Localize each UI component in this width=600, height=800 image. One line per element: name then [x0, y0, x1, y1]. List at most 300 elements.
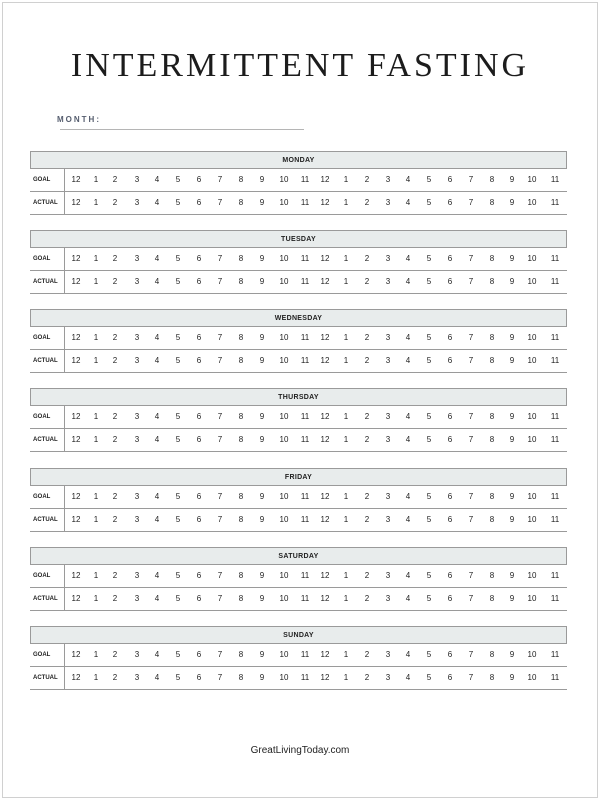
hour-cell[interactable]: 2 — [364, 571, 370, 580]
hour-cell[interactable]: 8 — [489, 435, 495, 444]
hour-cell[interactable]: 4 — [405, 435, 411, 444]
hour-cell[interactable]: 10 — [527, 492, 537, 501]
hour-cell[interactable]: 11 — [300, 650, 310, 659]
hour-cell[interactable]: 8 — [238, 356, 244, 365]
hour-cell[interactable]: 7 — [217, 412, 223, 421]
hour-cell[interactable]: 12 — [320, 175, 330, 184]
hour-cell[interactable]: 12 — [71, 333, 81, 342]
hour-cell[interactable]: 11 — [550, 333, 560, 342]
hour-cell[interactable]: 12 — [320, 254, 330, 263]
hour-cell[interactable]: 12 — [320, 333, 330, 342]
hour-cell[interactable]: 3 — [134, 198, 140, 207]
hour-cell[interactable]: 12 — [71, 412, 81, 421]
hour-cell[interactable]: 9 — [509, 594, 515, 603]
hour-cell[interactable]: 2 — [364, 277, 370, 286]
hour-cell[interactable]: 9 — [259, 673, 265, 682]
hour-cell[interactable]: 5 — [175, 673, 181, 682]
hour-cell[interactable]: 6 — [196, 571, 202, 580]
hour-cell[interactable]: 7 — [468, 435, 474, 444]
hour-cell[interactable]: 2 — [364, 435, 370, 444]
hour-cell[interactable]: 2 — [364, 333, 370, 342]
hour-cell[interactable]: 6 — [447, 673, 453, 682]
hour-cell[interactable]: 9 — [259, 492, 265, 501]
hour-cell[interactable]: 11 — [550, 650, 560, 659]
hour-cell[interactable]: 6 — [196, 277, 202, 286]
hour-cell[interactable]: 5 — [426, 175, 432, 184]
hour-cell[interactable]: 2 — [112, 594, 118, 603]
hour-cell[interactable]: 3 — [134, 412, 140, 421]
hour-cell[interactable]: 7 — [217, 435, 223, 444]
hour-cell[interactable]: 7 — [468, 175, 474, 184]
hour-cell[interactable]: 11 — [300, 492, 310, 501]
hour-cell[interactable]: 11 — [300, 198, 310, 207]
hour-cell[interactable]: 5 — [426, 333, 432, 342]
hour-cell[interactable]: 3 — [134, 492, 140, 501]
hour-cell[interactable]: 6 — [196, 175, 202, 184]
hour-cell[interactable]: 5 — [175, 435, 181, 444]
hour-cell[interactable]: 5 — [175, 492, 181, 501]
hour-cell[interactable]: 3 — [385, 673, 391, 682]
hour-cell[interactable]: 3 — [385, 333, 391, 342]
hour-cell[interactable]: 12 — [320, 198, 330, 207]
hour-cell[interactable]: 8 — [489, 650, 495, 659]
hour-cell[interactable]: 3 — [385, 198, 391, 207]
hour-cell[interactable]: 5 — [426, 254, 432, 263]
hour-cell[interactable]: 8 — [238, 435, 244, 444]
hour-cell[interactable]: 7 — [468, 492, 474, 501]
hour-cell[interactable]: 5 — [175, 175, 181, 184]
hour-cell[interactable]: 10 — [279, 515, 289, 524]
hour-cell[interactable]: 9 — [509, 673, 515, 682]
hour-cell[interactable]: 6 — [447, 356, 453, 365]
hour-cell[interactable]: 1 — [93, 594, 99, 603]
hour-cell[interactable]: 5 — [175, 412, 181, 421]
hour-cell[interactable]: 4 — [154, 277, 160, 286]
hour-cell[interactable]: 9 — [259, 650, 265, 659]
hour-cell[interactable]: 2 — [364, 673, 370, 682]
hour-cell[interactable]: 11 — [300, 333, 310, 342]
hour-cell[interactable]: 10 — [527, 673, 537, 682]
hour-cell[interactable]: 3 — [385, 412, 391, 421]
hour-cell[interactable]: 10 — [527, 198, 537, 207]
hour-cell[interactable]: 4 — [405, 571, 411, 580]
hour-cell[interactable]: 6 — [196, 435, 202, 444]
hour-cell[interactable]: 9 — [509, 175, 515, 184]
hour-cell[interactable]: 10 — [527, 515, 537, 524]
hour-cell[interactable]: 3 — [134, 435, 140, 444]
hour-cell[interactable]: 3 — [385, 277, 391, 286]
hour-cell[interactable]: 6 — [447, 333, 453, 342]
hour-cell[interactable]: 11 — [300, 673, 310, 682]
hour-cell[interactable]: 5 — [426, 412, 432, 421]
hour-cell[interactable]: 5 — [175, 650, 181, 659]
hour-cell[interactable]: 7 — [468, 412, 474, 421]
hour-cell[interactable]: 8 — [238, 333, 244, 342]
hour-cell[interactable]: 2 — [112, 492, 118, 501]
hour-cell[interactable]: 10 — [527, 412, 537, 421]
hour-cell[interactable]: 8 — [489, 254, 495, 263]
hour-cell[interactable]: 7 — [217, 198, 223, 207]
hour-cell[interactable]: 9 — [509, 277, 515, 286]
hour-cell[interactable]: 8 — [489, 492, 495, 501]
hour-cell[interactable]: 10 — [527, 175, 537, 184]
hour-cell[interactable]: 11 — [550, 277, 560, 286]
hour-cell[interactable]: 10 — [279, 175, 289, 184]
hour-cell[interactable]: 11 — [300, 277, 310, 286]
hour-cell[interactable]: 8 — [238, 492, 244, 501]
hour-cell[interactable]: 9 — [259, 412, 265, 421]
hour-cell[interactable]: 11 — [550, 673, 560, 682]
hour-cell[interactable]: 7 — [468, 515, 474, 524]
hour-cell[interactable]: 7 — [468, 673, 474, 682]
hour-cell[interactable]: 10 — [527, 277, 537, 286]
hour-cell[interactable]: 12 — [71, 492, 81, 501]
hour-cell[interactable]: 5 — [426, 435, 432, 444]
hour-cell[interactable]: 9 — [509, 333, 515, 342]
hour-cell[interactable]: 12 — [71, 175, 81, 184]
hour-cell[interactable]: 1 — [343, 594, 349, 603]
hour-cell[interactable]: 8 — [489, 571, 495, 580]
hour-cell[interactable]: 4 — [405, 254, 411, 263]
hour-cell[interactable]: 6 — [196, 356, 202, 365]
hour-cell[interactable]: 6 — [196, 594, 202, 603]
hour-cell[interactable]: 7 — [217, 333, 223, 342]
hour-cell[interactable]: 2 — [112, 254, 118, 263]
hour-cell[interactable]: 10 — [279, 650, 289, 659]
hour-cell[interactable]: 4 — [405, 175, 411, 184]
hour-cell[interactable]: 4 — [405, 515, 411, 524]
hour-cell[interactable]: 6 — [196, 198, 202, 207]
hour-cell[interactable]: 3 — [385, 594, 391, 603]
hour-cell[interactable]: 10 — [279, 412, 289, 421]
hour-cell[interactable]: 6 — [447, 435, 453, 444]
hour-cell[interactable]: 11 — [300, 594, 310, 603]
hour-cell[interactable]: 9 — [509, 650, 515, 659]
hour-cell[interactable]: 8 — [238, 277, 244, 286]
hour-cell[interactable]: 3 — [134, 175, 140, 184]
hour-cell[interactable]: 3 — [385, 571, 391, 580]
hour-cell[interactable]: 6 — [447, 571, 453, 580]
hour-cell[interactable]: 10 — [527, 650, 537, 659]
hour-cell[interactable]: 4 — [154, 594, 160, 603]
hour-cell[interactable]: 5 — [175, 277, 181, 286]
hour-cell[interactable]: 5 — [426, 356, 432, 365]
hour-cell[interactable]: 9 — [509, 356, 515, 365]
hour-cell[interactable]: 6 — [196, 254, 202, 263]
hour-cell[interactable]: 10 — [279, 277, 289, 286]
month-input-line[interactable] — [60, 129, 304, 130]
hour-cell[interactable]: 10 — [527, 356, 537, 365]
hour-cell[interactable]: 1 — [343, 198, 349, 207]
hour-cell[interactable]: 8 — [238, 198, 244, 207]
hour-cell[interactable]: 9 — [259, 254, 265, 263]
hour-cell[interactable]: 1 — [93, 673, 99, 682]
hour-cell[interactable]: 9 — [259, 356, 265, 365]
hour-cell[interactable]: 11 — [550, 412, 560, 421]
hour-cell[interactable]: 7 — [468, 198, 474, 207]
hour-cell[interactable]: 2 — [112, 435, 118, 444]
hour-cell[interactable]: 2 — [112, 175, 118, 184]
hour-cell[interactable]: 4 — [405, 673, 411, 682]
hour-cell[interactable]: 12 — [71, 571, 81, 580]
hour-cell[interactable]: 7 — [217, 254, 223, 263]
hour-cell[interactable]: 4 — [154, 673, 160, 682]
hour-cell[interactable]: 3 — [385, 356, 391, 365]
hour-cell[interactable]: 12 — [320, 277, 330, 286]
hour-cell[interactable]: 8 — [238, 650, 244, 659]
hour-cell[interactable]: 1 — [93, 254, 99, 263]
hour-cell[interactable]: 12 — [71, 277, 81, 286]
hour-cell[interactable]: 3 — [134, 594, 140, 603]
hour-cell[interactable]: 2 — [364, 356, 370, 365]
hour-cell[interactable]: 2 — [112, 673, 118, 682]
hour-cell[interactable]: 7 — [468, 254, 474, 263]
hour-cell[interactable]: 7 — [468, 333, 474, 342]
hour-cell[interactable]: 4 — [154, 435, 160, 444]
hour-cell[interactable]: 3 — [134, 333, 140, 342]
hour-cell[interactable]: 6 — [447, 254, 453, 263]
hour-cell[interactable]: 10 — [279, 492, 289, 501]
hour-cell[interactable]: 4 — [154, 515, 160, 524]
hour-cell[interactable]: 11 — [550, 356, 560, 365]
hour-cell[interactable]: 9 — [509, 515, 515, 524]
hour-cell[interactable]: 9 — [509, 492, 515, 501]
hour-cell[interactable]: 7 — [217, 673, 223, 682]
hour-cell[interactable]: 1 — [93, 356, 99, 365]
hour-cell[interactable]: 6 — [196, 492, 202, 501]
hour-cell[interactable]: 1 — [343, 650, 349, 659]
hour-cell[interactable]: 8 — [238, 515, 244, 524]
hour-cell[interactable]: 5 — [175, 333, 181, 342]
hour-cell[interactable]: 1 — [343, 333, 349, 342]
hour-cell[interactable]: 2 — [364, 650, 370, 659]
hour-cell[interactable]: 9 — [259, 333, 265, 342]
hour-cell[interactable]: 8 — [238, 571, 244, 580]
hour-cell[interactable]: 3 — [385, 515, 391, 524]
hour-cell[interactable]: 9 — [509, 571, 515, 580]
hour-cell[interactable]: 7 — [468, 571, 474, 580]
hour-cell[interactable]: 1 — [343, 515, 349, 524]
hour-cell[interactable]: 1 — [343, 571, 349, 580]
hour-cell[interactable]: 1 — [343, 435, 349, 444]
hour-cell[interactable]: 2 — [112, 515, 118, 524]
hour-cell[interactable]: 2 — [364, 198, 370, 207]
hour-cell[interactable]: 5 — [175, 594, 181, 603]
hour-cell[interactable]: 4 — [154, 198, 160, 207]
hour-cell[interactable]: 10 — [527, 571, 537, 580]
hour-cell[interactable]: 12 — [320, 515, 330, 524]
hour-cell[interactable]: 7 — [217, 175, 223, 184]
hour-cell[interactable]: 11 — [550, 254, 560, 263]
hour-cell[interactable]: 6 — [196, 333, 202, 342]
hour-cell[interactable]: 8 — [489, 175, 495, 184]
hour-cell[interactable]: 12 — [71, 356, 81, 365]
hour-cell[interactable]: 9 — [509, 198, 515, 207]
hour-cell[interactable]: 12 — [320, 594, 330, 603]
hour-cell[interactable]: 3 — [134, 277, 140, 286]
hour-cell[interactable]: 3 — [385, 650, 391, 659]
hour-cell[interactable]: 4 — [405, 412, 411, 421]
hour-cell[interactable]: 6 — [447, 198, 453, 207]
hour-cell[interactable]: 10 — [527, 594, 537, 603]
hour-cell[interactable]: 1 — [93, 492, 99, 501]
hour-cell[interactable]: 12 — [71, 515, 81, 524]
hour-cell[interactable]: 12 — [71, 254, 81, 263]
hour-cell[interactable]: 8 — [489, 673, 495, 682]
hour-cell[interactable]: 2 — [112, 650, 118, 659]
hour-cell[interactable]: 3 — [134, 673, 140, 682]
hour-cell[interactable]: 1 — [93, 175, 99, 184]
hour-cell[interactable]: 4 — [154, 492, 160, 501]
hour-cell[interactable]: 6 — [447, 175, 453, 184]
hour-cell[interactable]: 12 — [71, 594, 81, 603]
hour-cell[interactable]: 12 — [320, 356, 330, 365]
hour-cell[interactable]: 1 — [343, 492, 349, 501]
hour-cell[interactable]: 9 — [259, 435, 265, 444]
hour-cell[interactable]: 6 — [196, 673, 202, 682]
hour-cell[interactable]: 11 — [550, 515, 560, 524]
hour-cell[interactable]: 6 — [196, 515, 202, 524]
hour-cell[interactable]: 12 — [320, 673, 330, 682]
hour-cell[interactable]: 6 — [447, 412, 453, 421]
hour-cell[interactable]: 5 — [426, 673, 432, 682]
hour-cell[interactable]: 3 — [134, 650, 140, 659]
hour-cell[interactable]: 5 — [175, 515, 181, 524]
hour-cell[interactable]: 4 — [405, 277, 411, 286]
hour-cell[interactable]: 8 — [238, 175, 244, 184]
hour-cell[interactable]: 3 — [134, 356, 140, 365]
hour-cell[interactable]: 7 — [217, 492, 223, 501]
hour-cell[interactable]: 6 — [447, 650, 453, 659]
hour-cell[interactable]: 1 — [93, 198, 99, 207]
hour-cell[interactable]: 3 — [134, 571, 140, 580]
hour-cell[interactable]: 3 — [385, 435, 391, 444]
hour-cell[interactable]: 3 — [134, 515, 140, 524]
hour-cell[interactable]: 11 — [300, 435, 310, 444]
hour-cell[interactable]: 2 — [364, 594, 370, 603]
hour-cell[interactable]: 8 — [489, 356, 495, 365]
hour-cell[interactable]: 7 — [468, 650, 474, 659]
hour-cell[interactable]: 8 — [489, 594, 495, 603]
hour-cell[interactable]: 1 — [343, 673, 349, 682]
hour-cell[interactable]: 4 — [154, 412, 160, 421]
hour-cell[interactable]: 9 — [259, 515, 265, 524]
hour-cell[interactable]: 4 — [154, 333, 160, 342]
hour-cell[interactable]: 11 — [300, 515, 310, 524]
hour-cell[interactable]: 1 — [93, 650, 99, 659]
hour-cell[interactable]: 1 — [93, 412, 99, 421]
hour-cell[interactable]: 5 — [175, 198, 181, 207]
hour-cell[interactable]: 7 — [217, 277, 223, 286]
hour-cell[interactable]: 4 — [154, 356, 160, 365]
hour-cell[interactable]: 5 — [175, 571, 181, 580]
hour-cell[interactable]: 3 — [385, 175, 391, 184]
hour-cell[interactable]: 9 — [509, 254, 515, 263]
hour-cell[interactable]: 12 — [320, 435, 330, 444]
hour-cell[interactable]: 1 — [343, 175, 349, 184]
hour-cell[interactable]: 2 — [112, 333, 118, 342]
hour-cell[interactable]: 9 — [509, 412, 515, 421]
hour-cell[interactable]: 6 — [447, 594, 453, 603]
hour-cell[interactable]: 7 — [217, 515, 223, 524]
hour-cell[interactable]: 11 — [300, 175, 310, 184]
hour-cell[interactable]: 12 — [320, 571, 330, 580]
hour-cell[interactable]: 10 — [279, 594, 289, 603]
hour-cell[interactable]: 4 — [154, 571, 160, 580]
hour-cell[interactable]: 9 — [259, 175, 265, 184]
hour-cell[interactable]: 11 — [300, 356, 310, 365]
hour-cell[interactable]: 4 — [405, 650, 411, 659]
hour-cell[interactable]: 10 — [279, 356, 289, 365]
hour-cell[interactable]: 5 — [175, 356, 181, 365]
hour-cell[interactable]: 11 — [300, 254, 310, 263]
hour-cell[interactable]: 12 — [320, 492, 330, 501]
hour-cell[interactable]: 12 — [71, 435, 81, 444]
hour-cell[interactable]: 12 — [71, 650, 81, 659]
hour-cell[interactable]: 1 — [343, 254, 349, 263]
hour-cell[interactable]: 4 — [154, 650, 160, 659]
hour-cell[interactable]: 2 — [112, 356, 118, 365]
hour-cell[interactable]: 2 — [112, 277, 118, 286]
hour-cell[interactable]: 4 — [405, 356, 411, 365]
hour-cell[interactable]: 1 — [93, 515, 99, 524]
hour-cell[interactable]: 7 — [468, 594, 474, 603]
hour-cell[interactable]: 8 — [489, 412, 495, 421]
hour-cell[interactable]: 5 — [426, 198, 432, 207]
hour-cell[interactable]: 10 — [527, 333, 537, 342]
hour-cell[interactable]: 3 — [385, 254, 391, 263]
hour-cell[interactable]: 4 — [405, 198, 411, 207]
hour-cell[interactable]: 11 — [550, 571, 560, 580]
hour-cell[interactable]: 7 — [468, 277, 474, 286]
hour-cell[interactable]: 12 — [71, 198, 81, 207]
hour-cell[interactable]: 2 — [112, 571, 118, 580]
hour-cell[interactable]: 6 — [447, 515, 453, 524]
hour-cell[interactable]: 11 — [300, 571, 310, 580]
hour-cell[interactable]: 5 — [426, 515, 432, 524]
hour-cell[interactable]: 11 — [550, 492, 560, 501]
hour-cell[interactable]: 11 — [550, 175, 560, 184]
hour-cell[interactable]: 10 — [279, 435, 289, 444]
hour-cell[interactable]: 10 — [527, 435, 537, 444]
hour-cell[interactable]: 11 — [550, 435, 560, 444]
hour-cell[interactable]: 5 — [426, 650, 432, 659]
hour-cell[interactable]: 9 — [259, 198, 265, 207]
hour-cell[interactable]: 8 — [238, 673, 244, 682]
hour-cell[interactable]: 2 — [364, 175, 370, 184]
hour-cell[interactable]: 11 — [550, 198, 560, 207]
hour-cell[interactable]: 6 — [447, 492, 453, 501]
hour-cell[interactable]: 9 — [259, 277, 265, 286]
hour-cell[interactable]: 8 — [238, 412, 244, 421]
hour-cell[interactable]: 8 — [238, 254, 244, 263]
hour-cell[interactable]: 2 — [364, 254, 370, 263]
hour-cell[interactable]: 7 — [217, 356, 223, 365]
hour-cell[interactable]: 1 — [343, 356, 349, 365]
hour-cell[interactable]: 4 — [405, 333, 411, 342]
hour-cell[interactable]: 6 — [196, 412, 202, 421]
hour-cell[interactable]: 2 — [364, 412, 370, 421]
hour-cell[interactable]: 2 — [364, 492, 370, 501]
hour-cell[interactable]: 7 — [468, 356, 474, 365]
hour-cell[interactable]: 8 — [489, 333, 495, 342]
hour-cell[interactable]: 4 — [405, 594, 411, 603]
hour-cell[interactable]: 2 — [364, 515, 370, 524]
hour-cell[interactable]: 10 — [279, 333, 289, 342]
hour-cell[interactable]: 2 — [112, 198, 118, 207]
hour-cell[interactable]: 7 — [217, 594, 223, 603]
hour-cell[interactable]: 5 — [426, 492, 432, 501]
